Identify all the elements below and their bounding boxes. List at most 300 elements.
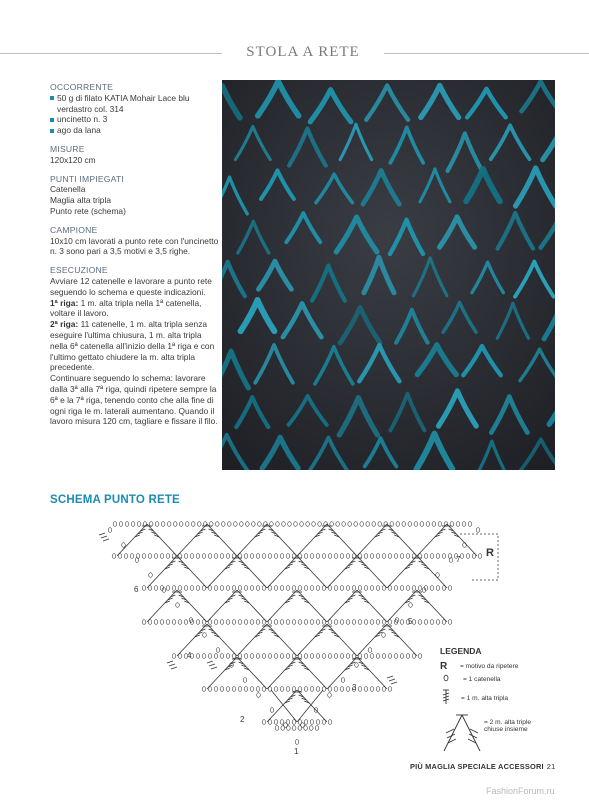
chain-stitch [436,586,440,591]
chain-stitch [142,620,146,625]
chain-stitch [215,522,219,527]
chain-stitch [448,586,452,591]
header-rule-left [0,53,222,54]
chain-stitch [280,654,284,659]
chain-stitch [250,586,254,591]
chain-stitch [202,554,206,559]
legend-item-cluster: = 2 m. alta triple chiuse insieme [440,713,544,755]
chain-stitch [436,554,440,559]
chain-stitch [406,554,410,559]
chain-stitch [268,554,272,559]
chain-stitch [342,522,346,527]
chain-stitch [438,522,442,527]
chain-stitch [412,586,416,591]
chain-stitch [244,687,248,692]
chain-stitch [298,654,302,659]
chain-stitch [420,522,424,527]
chain-stitch [400,554,404,559]
chain-stitch [372,522,376,527]
chain-stitch [160,620,164,625]
chain-stitch [166,554,170,559]
chain-stitch [226,620,230,625]
chain-stitch [442,554,446,559]
chain-stitch [406,586,410,591]
cluster-leg [327,590,357,622]
chain-stitch [376,586,380,591]
chain-stitch [382,586,386,591]
cluster-leg [267,657,297,689]
chain-stitch [418,620,422,625]
chain-stitch [148,620,152,625]
chain-stitch [346,554,350,559]
chain-stitch [368,648,372,653]
cluster-leg [207,524,237,556]
chain-stitch [412,654,416,659]
chain-stitch [436,573,440,578]
chain-stitch [334,654,338,659]
cluster-leg [297,524,327,556]
chain-stitch [292,620,296,625]
chain-stitch [376,654,380,659]
chain-stitch [258,522,262,527]
chain-stitch [178,586,182,591]
chain-stitch [202,654,206,659]
chain-stitch [388,687,392,692]
chain-stitch [185,522,189,527]
chain-stitch [250,620,254,625]
treble-tick [391,682,397,684]
chain-stitch [364,620,368,625]
chain-stitch [196,620,200,625]
chain-stitch [364,554,368,559]
chain-stitch [316,620,320,625]
chain-stitch [318,522,322,527]
edge-leg [271,690,297,722]
cluster-leg [417,524,447,556]
chain-stitch [172,586,176,591]
chain-stitch [208,654,212,659]
chain-stitch [244,620,248,625]
cluster-leg [237,556,267,588]
chain-stitch [275,726,279,731]
chain-stitch [360,522,364,527]
chain-stitch [108,528,112,533]
chain-stitch [358,654,362,659]
chain-stitch [179,522,183,527]
chain-stitch [292,586,296,591]
chain-stitch [178,620,182,625]
chain-stitch [456,522,460,527]
chain-stitch [282,522,286,527]
chain-stitch [256,654,260,659]
chain-stitch [388,654,392,659]
list-item: 50 g di filato KATIA Mohair Lace blu verdastro col. 314 [50,93,220,115]
chain-stitch [382,687,386,692]
chain-stitch [244,554,248,559]
cluster-leg [297,690,327,722]
chain-stitch [328,554,332,559]
chain-stitch [376,620,380,625]
chain-stitch [142,554,146,559]
chain-stitch [220,586,224,591]
chain-stitch [250,554,254,559]
treble-tick [387,676,393,678]
chain-stitch [418,654,422,659]
chain-stitch [370,586,374,591]
chain-stitch [220,620,224,625]
chain-stitch [394,586,398,591]
chain-stitch [448,620,452,625]
chain-stitch [190,554,194,559]
chain-stitch [232,586,236,591]
instructions-column [50,82,220,435]
chain-stitch [472,554,476,559]
chain-stitch [346,654,350,659]
chain-stitch [304,720,308,725]
chain-stitch [155,522,159,527]
cluster-leg [237,524,267,556]
chain-stitch [300,522,304,527]
chain-stitch [382,554,386,559]
chain-stitch [238,654,242,659]
chain-stitch [243,678,247,683]
chain-stitch [286,687,290,692]
chain-stitch [262,554,266,559]
chain-stitch [352,654,356,659]
chain-stitch [408,522,412,527]
cluster-leg [357,524,387,556]
chain-stitch [316,554,320,559]
chain-stitch [228,522,232,527]
chain-stitch [328,720,332,725]
chain-stitch [310,720,314,725]
chain-stitch [432,522,436,527]
chain-stitch [298,586,302,591]
treble-tick [99,533,105,535]
treble-tick [171,667,177,669]
chain-stitch [370,620,374,625]
chain-stitch [340,687,344,692]
chain-stitch [462,522,466,527]
chain-stitch [322,554,326,559]
chain-stitch [274,554,278,559]
chain-stitch [252,522,256,527]
chain-stitch [226,554,230,559]
chain-stitch [394,654,398,659]
chain-stitch [130,554,134,559]
chain-stitch [328,654,332,659]
stitches-section [50,174,220,217]
chain-stitch [424,554,428,559]
chain-stitch [166,620,170,625]
chain-stitch [364,586,368,591]
cluster-leg [267,624,297,656]
chain-stitch [262,654,266,659]
chain-stitch [274,687,278,692]
page-footer [410,762,555,771]
chain-stitch [418,586,422,591]
chain-stitch [240,522,244,527]
list-item: Punto rete (schema) [50,205,126,216]
chain-stitch [406,654,410,659]
chain-stitch [400,654,404,659]
chain-stitch [250,687,254,692]
chain-stitch [214,654,218,659]
chain-stitch [238,620,242,625]
row-number: 1 [294,747,299,756]
chain-stitch [468,522,472,527]
cluster-leg [147,524,177,556]
chain-stitch [288,522,292,527]
chain-stitch [400,586,404,591]
stole-photo [222,80,555,470]
chain-stitch [306,522,310,527]
treble-tick [211,667,217,669]
chain-stitch [125,522,129,527]
chain-stitch [172,620,176,625]
chain-stitch [167,522,171,527]
chain-stitch [226,586,230,591]
cluster-leg [177,590,207,622]
chain-stitch [388,554,392,559]
chain-stitch [184,554,188,559]
chain-stitch [358,620,362,625]
chain-stitch [292,687,296,692]
chain-stitch [220,687,224,692]
chain-stitch [222,522,226,527]
cluster-leg [297,590,327,622]
chain-stitch [358,687,362,692]
cluster-leg [237,657,267,689]
chain-stitch [430,554,434,559]
chain-stitch [304,654,308,659]
chain-stitch [352,586,356,591]
chain-stitch [280,720,284,725]
chain-stitch [298,687,302,692]
row-number: 3 [352,683,357,692]
cluster-leg [327,556,357,588]
chain-stitch [166,586,170,591]
cluster-leg [267,690,297,722]
chain-stitch [312,522,316,527]
chain-stitch [202,620,206,625]
chain-stitch [388,586,392,591]
chain-stitch [257,693,261,698]
chain-stitch [274,654,278,659]
chain-stitch [346,586,350,591]
chain-stitch [298,620,302,625]
chain-stitch [286,586,290,591]
chain-stitch [336,522,340,527]
chain-stitch [402,522,406,527]
chain-stitch [292,726,296,731]
chain-stitch [364,687,368,692]
cluster-leg [147,556,177,588]
cluster-leg [207,556,237,588]
chain-stitch [316,586,320,591]
section-text: 120x120 cm [50,154,96,165]
section-title: MISURE [50,143,85,154]
section-title: CAMPIONE [50,224,98,235]
legend-item-treble: = 1 m. alta tripla [440,689,544,707]
schema-title: SCHEMA PUNTO RETE [50,494,180,506]
gauge-section [50,225,220,257]
chain-stitch [214,620,218,625]
edge-leg [297,690,323,722]
chain-stitch [154,620,158,625]
chain-stitch [161,522,165,527]
list-item: ago da lana [50,125,220,136]
chain-stitch [124,554,128,559]
repeat-symbol: R [440,661,448,672]
chain-stitch [220,654,224,659]
chain-stitch [352,620,356,625]
cluster-leg [177,556,207,588]
page-title: STOLA A RETE [246,44,360,60]
chain-stitch [442,620,446,625]
chain-stitch [355,663,359,668]
chain-stitch [238,687,242,692]
cluster-leg [267,524,297,556]
chain-stitch [232,687,236,692]
cluster-leg [297,556,327,588]
row-number: 2 [240,715,245,724]
page-number: 21 [546,762,556,771]
chain-stitch [370,654,374,659]
chain-stitch [202,687,206,692]
chain-stitch [196,554,200,559]
repeat-label: R [486,547,494,559]
chain-stitch [328,586,332,591]
section-text: 10x10 cm lavorati a punto rete con l'uncinetto n. 3 sono pari a 3,5 motivi e 3,5 righe. [50,235,219,257]
legend-item-chain: = 1 catenella [440,674,544,684]
chain-stitch [160,554,164,559]
chain-stitch [113,522,117,527]
row-number: 7 [456,555,461,564]
chain-stitch [354,522,358,527]
legend [440,646,544,755]
chain-stitch [196,586,200,591]
chain-stitch [154,554,158,559]
chain-stitch [244,654,248,659]
chain-stitch [214,586,218,591]
chain-stitch [131,522,135,527]
chain-stitch [246,522,250,527]
chain-stitch [322,654,326,659]
chain-stitch [310,654,314,659]
bullet-square-icon [50,118,54,122]
chain-symbol-icon [440,674,463,684]
chain-stitch [466,554,470,559]
chain-stitch [232,620,236,625]
cluster-leg [387,556,417,588]
cluster-leg [177,524,207,556]
chain-stitch [274,586,278,591]
chain-stitch [119,522,123,527]
chain-stitch [234,522,238,527]
chain-stitch [280,620,284,625]
chain-stitch [322,586,326,591]
cluster-leg [387,624,417,656]
chain-stitch [250,654,254,659]
cluster-leg [297,657,327,689]
chain-stitch [304,586,308,591]
cluster-leg [237,590,267,622]
chain-stitch [216,648,220,653]
chain-stitch [184,620,188,625]
chain-stitch [178,654,182,659]
chain-stitch [346,687,350,692]
chain-stitch [268,654,272,659]
chain-stitch [341,678,345,683]
cluster-leg [207,590,237,622]
cluster-leg [357,657,387,689]
chain-stitch [364,654,368,659]
chain-stitch [256,554,260,559]
treble-symbol-icon [440,689,461,707]
row-number: 5 [408,617,413,626]
materials-section [50,82,220,136]
chain-stitch [274,620,278,625]
cluster-leg [417,556,447,588]
cluster-leg [267,590,297,622]
chain-stitch [304,620,308,625]
cluster-leg [147,590,177,622]
list-item: uncinetto n. 3 [50,114,220,125]
cluster-leg [447,524,477,556]
cluster-leg [357,556,387,588]
chain-stitch [442,586,446,591]
chain-stitch [340,654,344,659]
chain-stitch [346,620,350,625]
chain-stitch [244,586,248,591]
size-section [50,144,220,166]
chain-stitch [197,522,201,527]
cluster-leg [237,624,267,656]
chain-stitch [294,522,298,527]
chain-stitch [304,554,308,559]
bullet-square-icon [50,129,54,133]
chain-stitch [378,522,382,527]
cluster-symbol-icon [440,713,484,755]
chain-stitch [232,654,236,659]
chain-stitch [122,543,126,548]
chain-stitch [276,522,280,527]
chain-stitch [191,522,195,527]
chain-stitch [310,586,314,591]
chain-stitch [348,522,352,527]
chain-stitch [286,654,290,659]
cluster-leg [177,624,207,656]
row-number: 6 [134,585,139,594]
chain-stitch [310,554,314,559]
chain-stitch [202,586,206,591]
cluster-leg [327,524,357,556]
chain-stitch [370,554,374,559]
chain-stitch [280,586,284,591]
bullet-square-icon [50,96,54,100]
chain-stitch [262,620,266,625]
chain-stitch [262,720,266,725]
chain-stitch [208,586,212,591]
chain-stitch [382,620,386,625]
cluster-leg [357,624,387,656]
chain-stitch [412,620,416,625]
chain-stitch [310,620,314,625]
chain-stitch [460,554,464,559]
chain-stitch [256,687,260,692]
watermark: FashionForum.ru [486,786,555,796]
